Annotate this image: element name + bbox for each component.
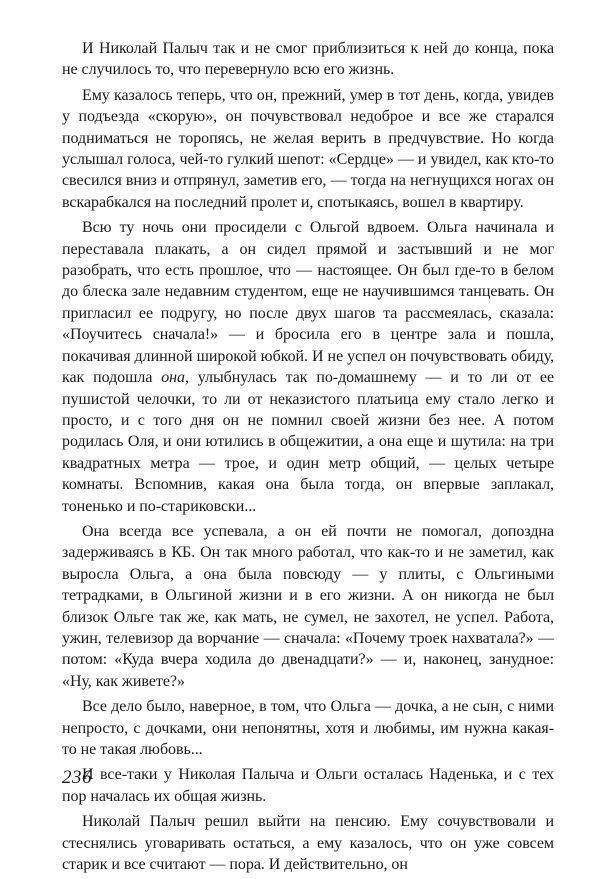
paragraph-3-text-part-1: Всю ту ночь они просидели с Ольгой вдвоем. Ольга начинала и переставала плакать, а он сидел прямой и застывший и не мог разобрать, что есть прошлое, что — настоящее. Он был где-то в белом до блеска зале недавним студентом, еще не научившимся танцевать. Он пригласил ее подругу, но после двух шагов та рассмеялась, сказала: «Поучитесь сначала!» — и бросила его в центре зала и пошла, покачивая длинной широкой юбкой. И не успел он почувствовать обиду, как подошла: [62, 219, 554, 387]
paragraph-2: Ему казалось теперь, что он, прежний, умер в тот день, когда, увидев у подъезда «скорую», он почувствовал недоброе и все же старался подниматься не торопясь, не желая верить в предчувствие. Но когда услышал голоса, чей-то гулкий шепот: «Сердце» — и увидел, как кто-то свесился вниз и отпрянул, заметив его, — тогда на негнущихся ногах он вскарабкался на последний пролет и, спотыкаясь, вошел в квартиру.: [62, 86, 554, 211]
paragraph-4: Она всегда все успевала, а он ей почти не помогал, допоздна задерживаясь в КБ. Он так много работал, что как-то и не заметил, как выросла Ольга, а она была повсюду — у плиты, с Ольгиными тетрадками, в Ольгиной жизни и в его жизни. А он никогда не был близок Ольге так же, как мать, не сумел, не захотел, не успел. Работа, ужин, телевизор да ворчание — сначала: «Почему троек нахватала?» — потом: «Куда вчера ходила до двенадцати?» — и, наконец, занудное: «Ну, как живете?»: [62, 522, 554, 690]
paragraph-7: Николай Палыч решил выйти на пенсию. Ему сочувствовали и стеснялись уговаривать остаться, а ему казалось, что он уже совсем старик и все считают — пора. И действительно, он: [62, 813, 554, 874]
emphasis-word: она,: [161, 369, 189, 387]
page-body: [62, 38, 554, 879]
paragraph-6: И все-таки у Николая Палыча и Ольги осталась Наденька, и с тех пор началась их общая жизнь.: [62, 766, 554, 805]
paragraph-1: И Николай Палыч так и не смог приблизиться к ней до конца, пока не случилось то, что перевернуло всю его жизнь.: [62, 40, 554, 79]
paragraph-3: [62, 217, 554, 517]
paragraph-3-text-part-2: улыбнулась так по-домашнему — и то ли от ее пушистой челочки, то ли от неказистого платьица ему стало легко и просто, и с того дня он не помнил своей жизни без нее. А потом родилась Оля, и они ютились в общежитии, а она еще и шутила: на три квадратных метра — трое, и один метр общий, — целых четыре комнаты. Вспомнив, какая она была тогда, он впервые заплакал, тоненько и по-стариковски...: [62, 369, 554, 515]
paragraph-5: Все дело было, наверное, в том, что Ольга — дочка, а не сын, с ними непросто, с дочками, они непонятны, хотя и любимы, им нужна какая-то не такая любовь...: [62, 698, 554, 758]
page-number: 236: [62, 767, 92, 788]
